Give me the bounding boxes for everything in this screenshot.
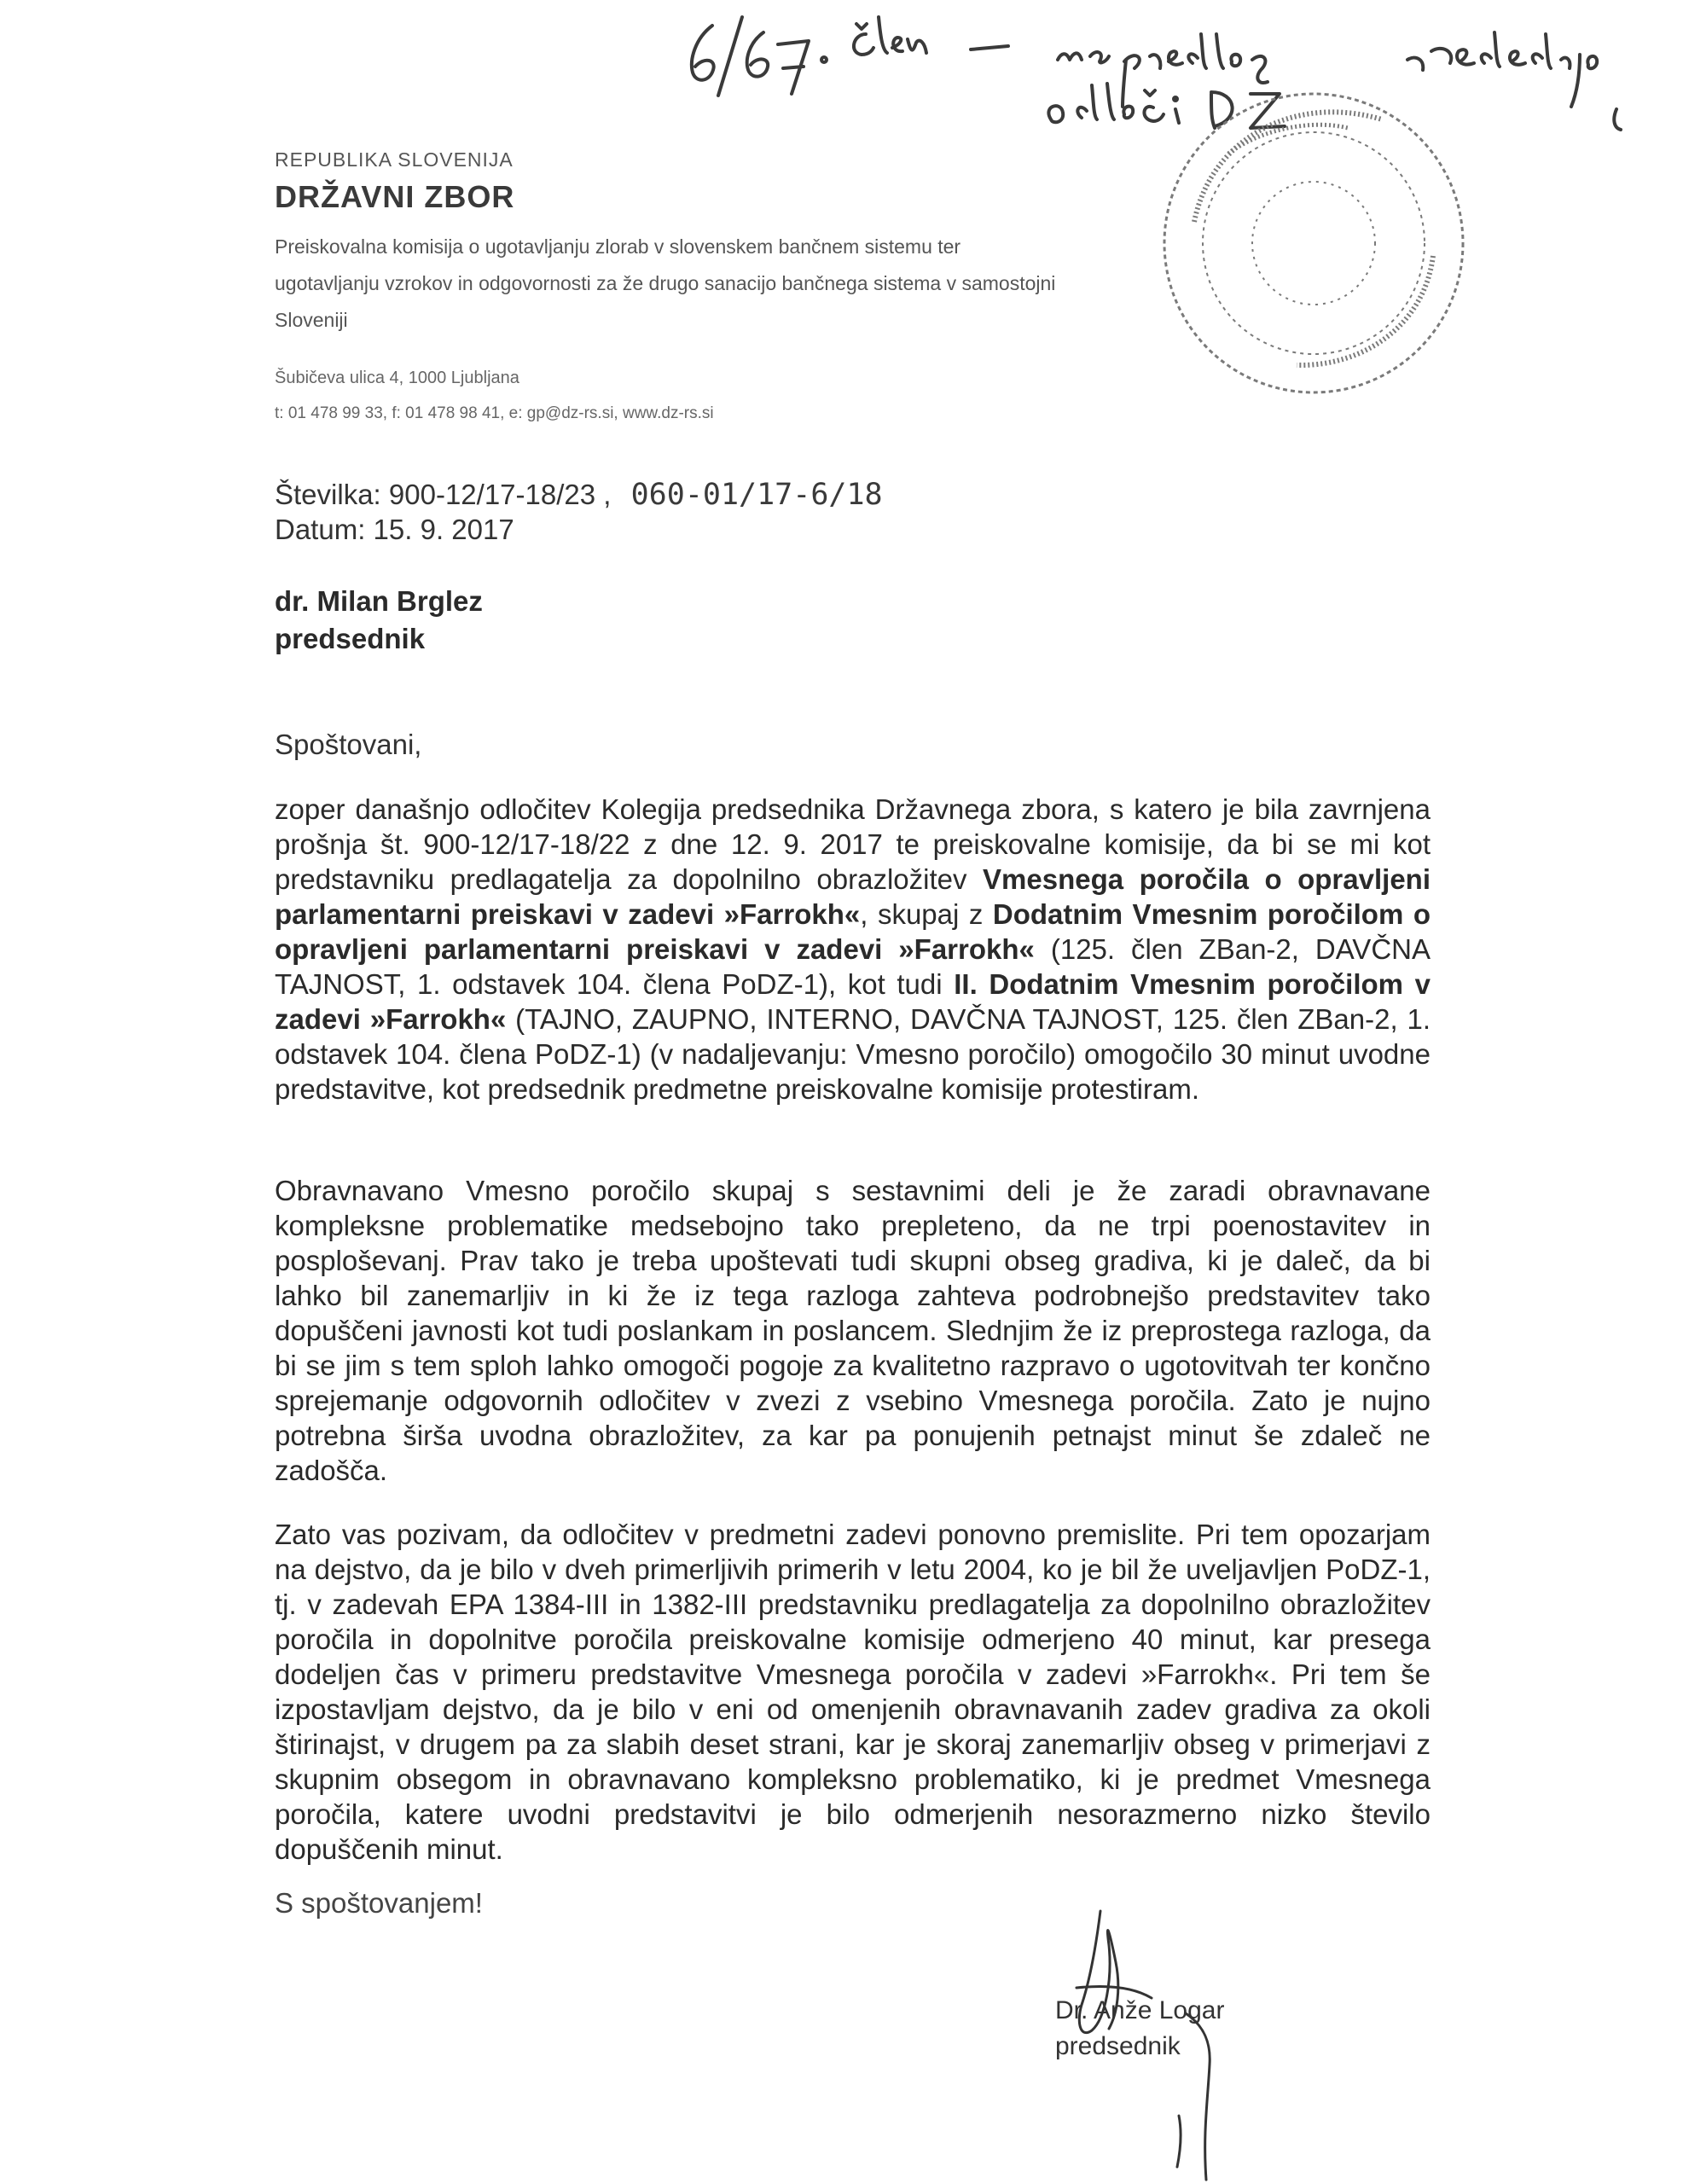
reference-number-handwritten: 060-01/17-6/18 [630, 478, 883, 512]
p1-bold-2: Dodatnim Vmesnim poročilom o opravljeni parlamentarni preiskavi v zadevi »Farrokh« [275, 898, 1431, 965]
p1-bold-3: II. Dodatnim Vmesnim poročilom v zadevi »Farrokh« [275, 968, 1431, 1035]
letterhead-republic: REPUBLIKA SLOVENIJA [275, 148, 514, 171]
p1-text-1: zoper današnjo odločitev Kolegija predsednika Državnega zbora, s katero je bila zavrnjena prošnja št. 900-12/17-18/22 z dne 12. 9. 2017 te preiskovalne komisije, da bi se mi kot predstavniku predlagatelja za dopolnilno obrazložitev [275, 793, 1431, 895]
p1-text-3: (125. člen ZBan-2, DAVČNA TAJNOST, 1. odstavek 104. člena PoDZ-1), kot tudi [275, 933, 1431, 1000]
letterhead-organization: DRŽAVNI ZBOR [275, 179, 515, 214]
p1-text-2: , skupaj z [860, 898, 993, 930]
reference-date-value: 15. 9. 2017 [373, 514, 514, 545]
body-paragraph-2: Obravnavano Vmesno poročilo skupaj s sestavnimi deli je že zaradi obravnavane kompleksne problematike medsebojno tako prepleteno, da ne trpi poenostavitev in posploševanj. Prav tako je treba upoštevati tudi skupni obseg gradiva, ki je daleč, da bi lahko bil zanemarljiv in ki že iz tega razloga zahteva podrobnejšo predstavitev tako dopuščeni javnosti kot tudi poslankam in poslancem. Slednjim že iz preprostega razloga, da bi se jim s tem sploh lahko omogoči pogoje za kvalitetno razpravo o ugotovitvah ter končno sprejemanje odgovornih odločitev v zvezi z vsebino Vmesnega poročila. Zato je nujno potrebna širša uvodna obrazložitev, za kar pa ponujenih petnajst minut še zdaleč ne zadošča. [275, 1175, 1431, 1486]
signature-title: predsednik [1055, 2032, 1181, 2060]
body-paragraph-3: Zato vas pozivam, da odločitev v predmetni zadevi ponovno premislite. Pri tem opozarjam na dejstvo, da je bilo v dveh primerljivih primerih v letu 2004, ko je bil že uveljavljen PoDZ-1, tj. v zadevah EPA 1384-III in 1382-III predstavniku predlagatelja za dopolnilno obrazložitev poročila in dopolnitve poročila preiskovalne komisije odmerjeno 40 minut, kar presega dodeljen čas v primeru predstavitve Vmesnega poročila v zadevi »Farrokh«. Pri tem še izpostavljam dejstvo, da je bilo v eni od omenjenih obravnavanih zadev gradiva za okoli štirinajst, v drugem pa za slabih deset strani, kar je skoraj zanemarljiv obseg v primerjavi z skupnim obsegom in obravnavano kompleksno problematiko, ki je predmet Vmesnega poročila, katere uvodni predstavitvi je bilo odmerjenih nesorazmerno nizko število dopuščenih minut. [275, 1519, 1431, 1865]
p1-bold-1: Vmesnega poročila o opravljeni parlamentarni preiskavi v zadevi »Farrokh« [275, 863, 1431, 930]
official-stamp [1164, 94, 1463, 392]
reference-number-label: Številka: [275, 479, 381, 510]
reference-number-value: 900-12/17-18/23 [388, 479, 596, 510]
salutation: Spoštovani, [275, 729, 422, 760]
body-paragraph-1 [275, 792, 1431, 1107]
letterhead-contact: t: 01 478 99 33, f: 01 478 98 41, e: gp@dz-rs.si, www.dz-rs.si [275, 404, 714, 422]
signature-name: Dr. Anže Logar [1055, 1996, 1225, 2024]
closing: S spoštovanjem! [275, 1887, 483, 1919]
p1-text-4: (TAJNO, ZAUPNO, INTERNO, DAVČNA TAJNOST, 125. člen ZBan-2, 1. odstavek 104. člena PoDZ-1) (v nadaljevanju: Vmesno poročilo) omogočilo 30 minut uvodne predstavitve, kot predsednik predmetne preiskovalne komisije protestiram. [275, 1003, 1431, 1105]
recipient-block [275, 583, 483, 658]
reference-number-line: Številka: 900-12/17-18/23 , 060-01/17-6/18 [275, 478, 883, 512]
reference-date-line [275, 514, 514, 546]
letterhead-commission: Preiskovalna komisija o ugotavljanju zlorab v slovenskem bančnem sistemu ter ugotavljanju vzrokov in odgovornosti za že drugo sanacijo bančnega sistema v samostojni Sloveniji [275, 235, 1056, 331]
letterhead-address: Šubičeva ulica 4, 1000 Ljubljana [275, 369, 519, 387]
handwritten-note [692, 17, 1621, 130]
recipient-title: predsednik [275, 623, 426, 654]
recipient-name: dr. Milan Brglez [275, 585, 483, 617]
reference-date-label: Datum: [275, 514, 366, 545]
